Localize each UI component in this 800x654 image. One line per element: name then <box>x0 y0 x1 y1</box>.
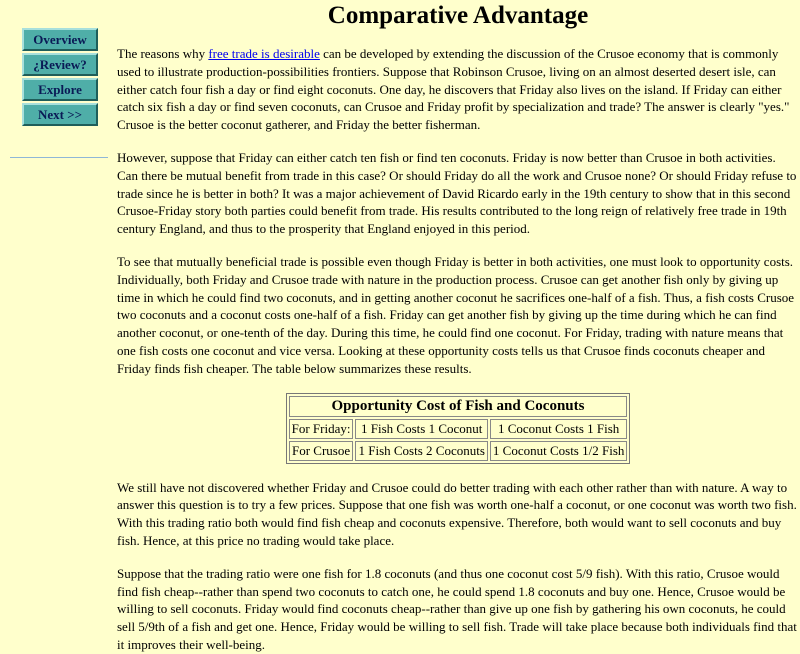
table-header-row <box>289 396 628 417</box>
paragraph-1 <box>117 45 799 134</box>
fish-cost-cell: 1 Fish Costs 1 Coconut <box>355 419 487 439</box>
row-label: For Friday: <box>289 419 354 439</box>
opportunity-cost-table <box>286 393 631 464</box>
coconut-cost-cell: 1 Coconut Costs 1 Fish <box>490 419 627 439</box>
page-title: Comparative Advantage <box>327 2 589 29</box>
fish-cost-cell: 1 Fish Costs 2 Coconuts <box>355 441 487 461</box>
paragraph-5: Suppose that the trading ratio were one fish for 1.8 coconuts (and thus one coconut cost 5/9 fish). With this ratio, Crusoe would find fish cheap--rather than spend two coconuts to catch one, he could spend 1.8 coconuts and buy one. Hence, Crusoe would be willing to sell coconuts. Friday would find coconuts cheap--rather than give up one fish by gathering his own coconuts, he could sell 5/9th of a fish and get one. Hence, Friday would be willing to sell fish. Trade will take place because both individuals find that it improves their well-being. <box>117 565 797 652</box>
row-label: For Crusoe <box>289 441 354 461</box>
paragraph-1-body: can be developed by extending the discussion of the Crusoe economy that is commonly used to illustrate production-possibilities frontiers. Suppose that Robinson Crusoe, living on an almost deserted desert isle, can either catch four fish a day or find eight coconuts. One day, he discovers that Friday also lives on the island. If Friday can either catch six fish a day or find seven coconuts, can Crusoe and Friday profit by specialization and trade? The answer is clearly "yes." Crusoe is the better coconut gatherer, and Friday the better fisherman. <box>117 46 790 133</box>
paragraph-2: However, suppose that Friday can either catch ten fish or find ten coconuts. Friday is now better than Crusoe in both activities. Can there be mutual benefit from trade in this case? Or should Friday do all the work and Crusoe none? Or should Friday refuse to trade since he is better in both? It was a major achievement of David Ricardo early in the 19th century to show that in this second Crusoe-Friday story both parties could benefit from trade. His results contributed to the long reign of relatively free trade in 19th century England, and thus to the prosperity that England enjoyed in this period. <box>117 149 797 237</box>
table-row <box>289 419 628 439</box>
coconut-cost-cell: 1 Coconut Costs 1/2 Fish <box>490 441 627 461</box>
paragraph-3: To see that mutually beneficial trade is possible even though Friday is better in both activities, one must look to opportunity costs. Individually, both Friday and Crusoe trade with nature in the production process. Crusoe can get another fish only by giving up time in which he could find two coconuts, and in getting another coconut he sacrifices one-half of a fish. Thus, a fish costs Crusoe two coconuts and a coconut costs one-half of a fish. Friday can get another fish by giving up the time during which he can find another coconut, or one-tenth of the day. During this time, he could find one coconut. For Friday, trading with nature means that one fish costs one coconut and vice versa. Looking at these opportunity costs tells us that Crusoe finds coconuts cheaper and Friday finds fish cheaper. The table below summarizes these results. <box>117 253 795 376</box>
overview-button[interactable]: Overview <box>22 28 98 51</box>
free-trade-link[interactable]: free trade is desirable <box>208 46 320 61</box>
review-button[interactable]: ¿Review? <box>22 53 98 76</box>
table-title: Opportunity Cost of Fish and Coconuts <box>289 396 628 417</box>
table-wrapper <box>117 393 799 464</box>
next-button[interactable]: Next >> <box>22 103 98 126</box>
side-nav <box>22 28 98 128</box>
table-row <box>289 441 628 461</box>
paragraph-4: We still have not discovered whether Friday and Crusoe could do better trading with each other rather than with nature. A way to answer this question is to try a few prices. Suppose that one fish was worth one-half a coconut, or one coconut was worth two fish. With this trading ratio both would find fish cheap and coconuts expensive. Therefore, both would want to sell coconuts and buy fish. Hence, at this price no trading would take place. <box>117 479 797 548</box>
nav-divider <box>10 157 108 158</box>
main-content <box>117 0 799 654</box>
explore-button[interactable]: Explore <box>22 78 98 101</box>
paragraph-1-lead: The reasons why <box>117 46 209 61</box>
